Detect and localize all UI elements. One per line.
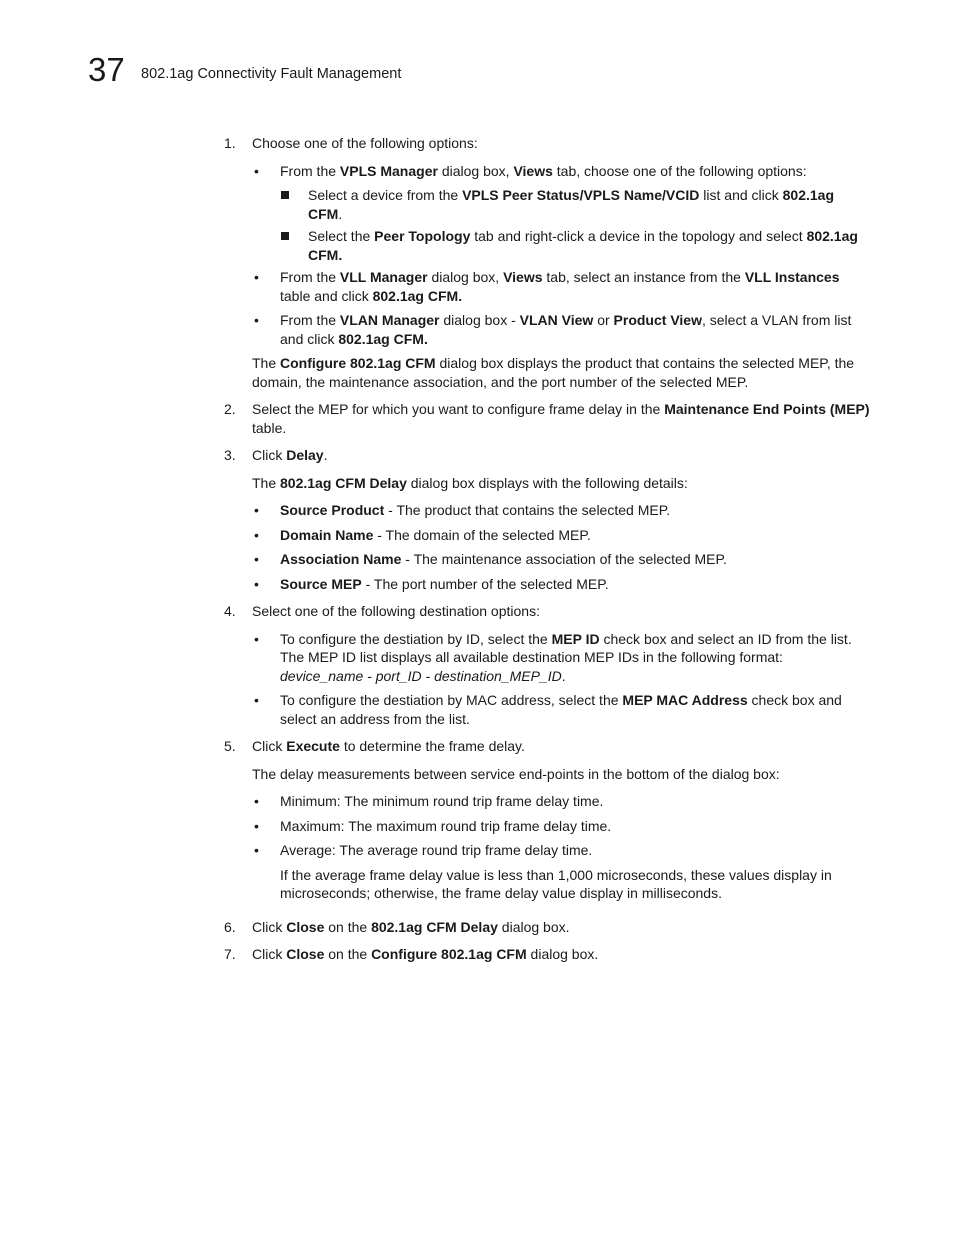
ui-term: Views: [513, 162, 553, 179]
step-1: [224, 134, 870, 391]
text: Minimum: The minimum round trip frame delay time.: [280, 793, 604, 809]
step-6: [224, 918, 870, 937]
text: Maximum: The maximum round trip frame delay time.: [280, 817, 612, 834]
text: The: [252, 474, 281, 491]
list-item: [252, 550, 870, 569]
list-item: [252, 630, 870, 686]
text: Select the MEP for which you want to configure frame delay in the: [252, 401, 665, 417]
step-text: [252, 945, 870, 964]
bullet-icon: •: [254, 817, 259, 834]
square-bullet-icon: [281, 232, 289, 240]
text: tab and right-click a device in the topology and select: [470, 228, 807, 244]
sub-list-item: [252, 227, 870, 264]
step-text: [252, 400, 870, 437]
text: dialog box.: [497, 918, 570, 935]
text: .: [323, 447, 328, 463]
text: tab, choose one of the following options:: [552, 162, 807, 179]
step-3: [224, 446, 870, 593]
format-string: device_name - port_ID - destination_MEP_ID: [280, 667, 562, 684]
sub-list-item: [252, 186, 870, 223]
text: Click: [252, 738, 287, 754]
ui-term: 802.1ag CFM.: [308, 228, 858, 263]
ui-term: 802.1ag CFM: [308, 187, 835, 222]
list-item: [252, 311, 870, 348]
text: table and click: [280, 287, 373, 304]
procedure-list: [224, 134, 870, 973]
text: dialog box displays the product that contains the selected MEP, the domain, the maintenance association, and the port number of the selected MEP.: [252, 355, 855, 390]
ui-term: VPLS Manager: [339, 162, 438, 179]
bullet-icon: •: [254, 842, 259, 858]
text: , select a VLAN from list and click: [280, 312, 852, 347]
text: dialog box,: [427, 269, 504, 285]
text: dialog box,: [437, 162, 514, 179]
step-5: [224, 737, 870, 903]
text: or: [593, 312, 614, 328]
text: .: [338, 205, 343, 222]
ui-term: Association Name: [280, 551, 402, 567]
text: dialog box displays with the following details:: [406, 474, 688, 491]
ui-term: Domain Name: [280, 526, 374, 543]
ui-term: 802.1ag CFM.: [372, 287, 463, 304]
text: - The domain of the selected MEP.: [373, 526, 591, 543]
ui-term: MEP ID: [551, 630, 600, 647]
text: to determine the frame delay.: [339, 738, 525, 754]
ui-term: Configure 802.1ag CFM: [280, 355, 436, 371]
list-item: [252, 575, 870, 594]
list-item: [252, 841, 870, 860]
text: - The product that contains the selected MEP.: [384, 502, 671, 518]
step-result: The delay measurements between service end-points in the bottom of the dialog box:: [252, 765, 780, 782]
text: list and click: [699, 187, 783, 203]
list-item: [252, 501, 870, 520]
ui-term: MEP MAC Address: [622, 692, 748, 708]
bullet-icon: •: [254, 551, 259, 567]
text: on the: [324, 946, 372, 962]
list-item: [252, 268, 870, 305]
step-number: 7.: [224, 946, 236, 962]
ui-term: Close: [286, 918, 325, 935]
step-number: 5.: [224, 738, 236, 754]
text: From the: [280, 269, 340, 285]
bullet-icon: •: [254, 575, 259, 592]
step-text: [252, 918, 870, 937]
chapter-title: 802.1ag Connectivity Fault Management: [141, 66, 402, 82]
step-number: 4.: [224, 603, 236, 619]
bullet-icon: •: [254, 630, 259, 647]
bullet-icon: •: [254, 692, 259, 708]
chapter-number: 37: [88, 51, 125, 88]
bullet-icon: •: [254, 793, 259, 809]
square-bullet-icon: [281, 191, 289, 199]
list-item: [252, 792, 870, 811]
ui-term: Source MEP: [280, 575, 362, 592]
text: tab, select an instance from the: [542, 269, 745, 285]
text: From the: [280, 162, 340, 179]
bullet-icon: •: [254, 502, 259, 518]
bullet-icon: •: [254, 312, 259, 328]
ui-term: VLAN Manager: [339, 312, 440, 328]
step-number: 6.: [224, 918, 236, 935]
text: The: [252, 355, 281, 371]
bullet-list: [252, 501, 870, 593]
bullet-icon: •: [254, 269, 259, 285]
list-item: [252, 691, 870, 728]
text: Select a device from the: [308, 187, 463, 203]
step-number: 2.: [224, 401, 236, 417]
ui-term: Source Product: [280, 502, 385, 518]
step-result: [252, 354, 870, 391]
bullet-list: [252, 792, 870, 860]
step-2: [224, 400, 870, 437]
text: on the: [324, 918, 372, 935]
ui-term: Views: [503, 269, 543, 285]
text: Select the: [308, 228, 375, 244]
text: Average: The average round trip frame delay time.: [280, 842, 593, 858]
bullet-icon: •: [254, 162, 259, 179]
list-item: [252, 817, 870, 836]
ui-term: Execute: [286, 738, 340, 754]
ui-term: Delay: [286, 447, 324, 463]
step-result: [252, 474, 870, 493]
bullet-list: [252, 162, 870, 349]
step-text: [252, 446, 870, 465]
ui-term: 802.1ag CFM Delay: [280, 474, 407, 491]
note-text: If the average frame delay value is less than 1,000 microseconds, these values display in microseconds; otherwise, the frame delay value display in milliseconds.: [280, 866, 832, 901]
ui-term: Product View: [613, 312, 702, 328]
text: dialog box -: [439, 312, 520, 328]
step-text: Choose one of the following options:: [252, 135, 478, 151]
text: Click: [252, 946, 287, 962]
step-number: 1.: [224, 135, 236, 151]
bullet-icon: •: [254, 526, 259, 543]
text: check box and select an address from the list.: [280, 692, 842, 727]
ui-term: Maintenance End Points (MEP): [664, 401, 870, 417]
ui-term: VPLS Peer Status/VPLS Name/VCID: [462, 187, 700, 203]
ui-term: Close: [286, 946, 325, 962]
ui-term: VLL Instances: [744, 269, 840, 285]
text: - The port number of the selected MEP.: [361, 575, 609, 592]
ui-term: Configure 802.1ag CFM: [371, 946, 527, 962]
text: - The maintenance association of the selected MEP.: [401, 551, 727, 567]
step-4: [224, 602, 870, 728]
text: To configure the destiation by ID, select the: [280, 630, 552, 647]
text: Click: [252, 918, 287, 935]
step-7: [224, 945, 870, 964]
bullet-list: [252, 630, 870, 729]
ui-term: 802.1ag CFM Delay: [371, 918, 498, 935]
text: table.: [252, 419, 287, 436]
step-text: Select one of the following destination options:: [252, 603, 540, 619]
ui-term: VLAN View: [519, 312, 594, 328]
list-item: [252, 162, 870, 181]
text: dialog box.: [526, 946, 599, 962]
step-text: [252, 737, 870, 756]
ui-term: VLL Manager: [339, 269, 428, 285]
text: Click: [252, 447, 287, 463]
ui-term: 802.1ag CFM.: [338, 330, 428, 347]
text: .: [561, 667, 566, 684]
text: To configure the destiation by MAC address, select the: [280, 692, 623, 708]
text: check box and select an ID from the list. The MEP ID list displays all available destination MEP IDs in the following format:: [280, 630, 852, 665]
step-number: 3.: [224, 447, 236, 463]
ui-term: Peer Topology: [374, 228, 471, 244]
list-item: [252, 526, 870, 545]
text: From the: [280, 312, 340, 328]
